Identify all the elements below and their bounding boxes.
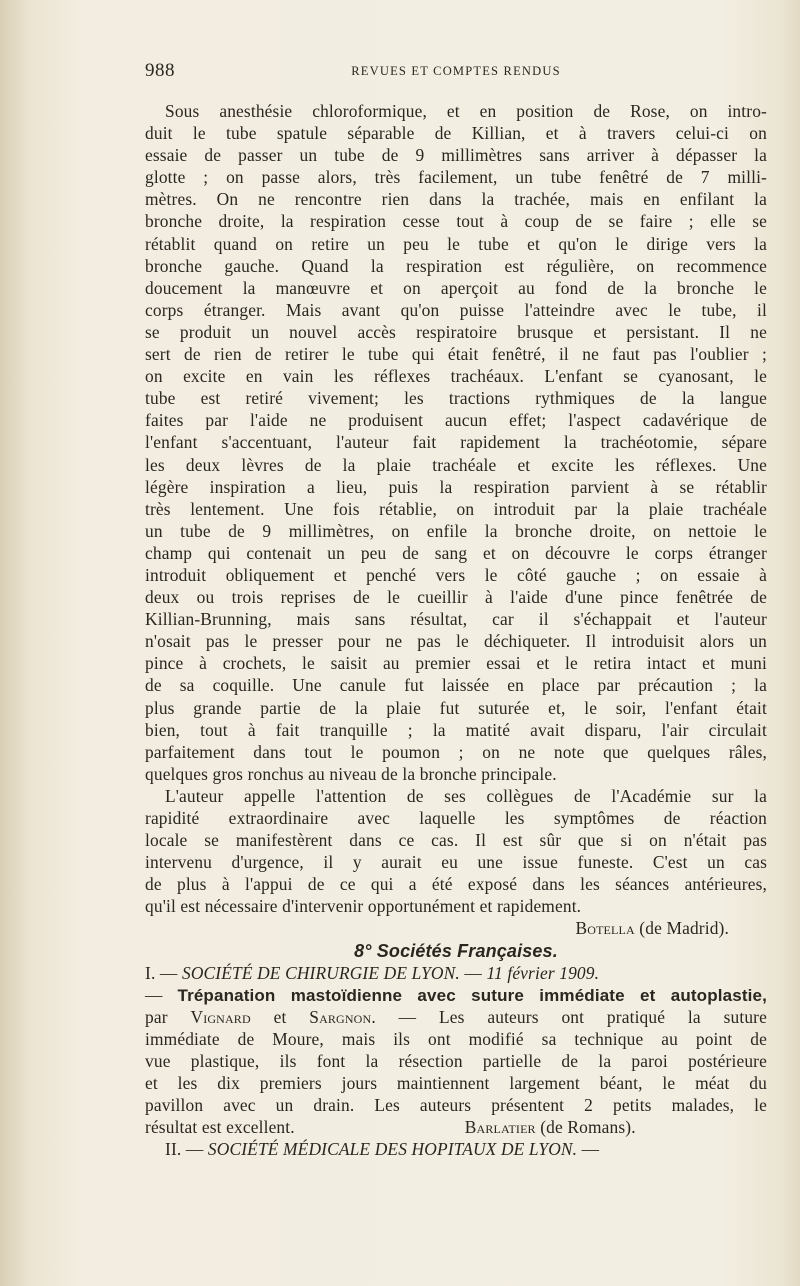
text-line: pince à crochets, le saisit au premier essai et le retira intact et muni (145, 653, 767, 674)
text-line: très lentement. Une fois rétablie, on introduit par la plaie trachéale (145, 498, 767, 519)
text-line: sert de rien de retirer le tube qui était fenêtré, il ne faut pas l'oublier ; (145, 344, 767, 365)
entry-1-title: Trépanation mastoïdienne avec suture immédiate et autoplastie, (177, 985, 767, 1005)
entry-1-authors-line (145, 1006, 767, 1028)
entry-1-title-prefix: — (145, 984, 178, 1005)
entry-2-trail: — (577, 1139, 600, 1160)
signature-barlatier: Barlatier (464, 1117, 536, 1138)
text-line: glotte ; on passe alors, très facilement, un tube fenêtré de 7 milli- (145, 167, 767, 188)
text-line: se produit un nouvel accès respiratoire brusque et persistant. Il ne (145, 321, 767, 342)
signature-botella (145, 917, 767, 939)
text-line: plus grande partie de la plaie fut suturée et, le soir, l'enfant était (145, 697, 767, 718)
entry-1-last-line (145, 1116, 767, 1138)
text-line: les deux lèvres de la plaie trachéale et excite les réflexes. Une (145, 454, 767, 475)
text-line: locale se manifestèrent dans ce cas. Il est sûr que si on n'était pas (145, 830, 767, 851)
text-line: on excite en vain les réflexes trachéaux. L'enfant se cyanosant, le (145, 366, 767, 387)
text-line: doucement la manœuvre et on aperçoit au fond de la bronche le (145, 277, 767, 298)
signature-name: Botella (575, 918, 635, 939)
text-line: corps étranger. Mais avant qu'on puisse l'atteindre avec le tube, il (145, 299, 767, 320)
text-line: bien, tout à fait tranquille ; la matité avait disparu, l'air circulait (145, 719, 767, 740)
text-line: introduit obliquement et penché vers le côté gauche ; on essaie à (145, 564, 767, 585)
text-line: deux ou trois reprises de le cueillir à l'aide d'une pince fenêtrée de (145, 587, 767, 608)
text-line: de sa coquille. Une canule fut laissée en place par précaution ; la (145, 675, 767, 696)
entry-1-line: vue plastique, ils font la résection partielle de la paroi postérieure (145, 1051, 767, 1072)
entry-1-line: pavillon avec un drain. Les auteurs présentent 2 petits malades, le (145, 1095, 767, 1116)
entry-1-line: et les dix premiers jours maintiennent largement béant, le méat du (145, 1073, 767, 1094)
text-line: rapidité extraordinaire avec laquelle les symptômes de réaction (145, 808, 767, 828)
text-line: rétablit quand on retire un peu le tube et qu'on le dirige vers la (145, 233, 767, 254)
entry-1-line-5: résultat est excellent. (145, 1117, 295, 1138)
signature-place: (de Madrid). (634, 918, 729, 939)
entry-1-author-1: Vignard (190, 1006, 251, 1027)
text-line: intervenu d'urgence, il y aurait eu une issue funeste. C'est un cas (145, 852, 767, 873)
entry-1-line: immédiate de Moure, mais ils ont modifié sa technique au point de (145, 1028, 767, 1049)
text-line: de plus à l'appui de ce qui a été exposé dans les séances antérieures, (145, 874, 767, 895)
entry-1-by: par (145, 1006, 191, 1027)
entry-2-society: SOCIÉTÉ MÉDICALE DES HOPITAUX DE LYON. (207, 1139, 578, 1160)
entry-1-and: et (250, 1006, 310, 1027)
entry-1-title-line (145, 984, 767, 1006)
text-line: bronche gauche. Quand la respiration est régulière, on recommence (145, 255, 767, 276)
text-line: Killian-Brunning, mais sans résultat, car il s'échappait et l'auteur (145, 609, 767, 630)
text-line: duit le tube spatule séparable de Killian, et à travers celui-ci on (145, 123, 767, 144)
entry-1-date-sep: — (459, 962, 487, 983)
text-line: l'enfant s'accentuant, l'auteur fait rapidement la trachéotomie, sépare (145, 432, 767, 453)
entry-1-author-2: Sargnon (309, 1006, 372, 1027)
signature-barlatier-place: (de Romans). (535, 1117, 636, 1138)
text-line: L'auteur appelle l'attention de ses collègues de l'Académie sur la (165, 785, 767, 806)
text-line: bronche droite, la respiration cesse tout à coup de se faire ; elle se (145, 211, 767, 232)
text-line: tube est retiré vivement; les tractions rythmiques de la langue (145, 388, 767, 409)
text-line: faites par l'aide ne produisent aucun effet; l'aspect cadavérique de (145, 410, 767, 431)
entry-1-heading (145, 962, 767, 984)
entry-1-society: SOCIÉTÉ DE CHIRURGIE DE LYON. (181, 962, 460, 983)
page-header (145, 60, 767, 84)
page-number: 988 (145, 60, 175, 81)
text-line: n'osait pas le presser pour ne pas le déchiqueter. Il introduisit alors un (145, 631, 767, 652)
text-line: champ qui contenait un peu de sang et on découvre le corps étranger (145, 542, 767, 563)
section-heading-societes-francaises (145, 940, 767, 962)
entry-2-number: II. — (165, 1139, 208, 1160)
text-line: mètres. On ne rencontre rien dans la trachée, mais en enfilant la (145, 189, 767, 210)
text-line: parfaitement dans tout le poumon ; on ne note que quelques râles, (145, 741, 767, 762)
section-heading: 8° Sociétés Françaises. (354, 940, 558, 961)
entry-2-heading (145, 1138, 767, 1160)
entry-1-line-0: . — Les auteurs ont pratiqué la suture (371, 1006, 767, 1027)
paragraph-case-report (145, 100, 767, 785)
text-line: Sous anesthésie chloroformique, et en position de Rose, on intro- (165, 101, 767, 121)
paragraph-conclusion (145, 785, 767, 918)
running-head: REVUES ET COMPTES RENDUS (351, 64, 561, 78)
entry-1-date: 11 février 1909. (486, 962, 600, 983)
body-text (145, 100, 767, 1161)
text-line: essaie de passer un tube de 9 millimètres sans arriver à dépasser la (145, 145, 767, 166)
text-line: légère inspiration a lieu, puis la respiration parvient à se rétablir (145, 476, 767, 497)
text-line: quelques gros ronchus au niveau de la bronche principale. (145, 763, 557, 784)
entry-1-number: I. — (145, 962, 182, 983)
text-line: qu'il est nécessaire d'intervenir opportunément et rapidement. (145, 896, 582, 917)
text-line: un tube de 9 millimètres, on enfile la bronche droite, on nettoie le (145, 520, 767, 541)
